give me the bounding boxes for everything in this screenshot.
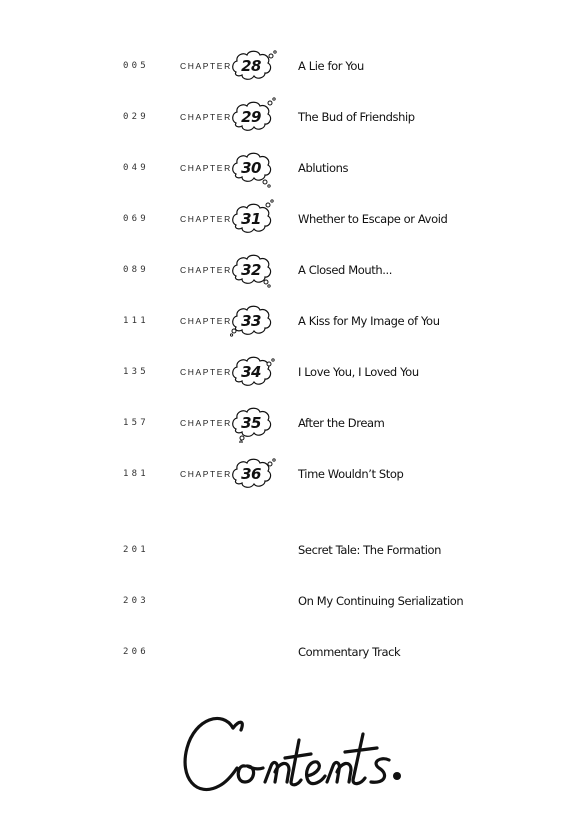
page-number: 029 [123,112,149,122]
toc-row [0,97,563,137]
page-number: 005 [123,61,149,71]
chapter-label: CHAPTER [180,163,232,173]
chapter-title: Ablutions [298,161,349,175]
thought-bubble-icon [230,454,278,494]
chapter-title: A Closed Mouth... [298,263,393,277]
chapter-number: 31 [241,210,261,228]
chapter-label: CHAPTER [180,112,232,122]
page-number: 111 [123,316,149,326]
chapter-number: 35 [241,414,261,432]
toc-row [0,632,563,672]
page-number: 201 [123,545,149,555]
chapter-number: 30 [241,159,261,177]
page-number: 206 [123,647,149,657]
chapter-number: 29 [241,108,261,126]
toc-row [0,46,563,86]
thought-bubble-icon [230,301,278,341]
page-number: 049 [123,163,149,173]
chapter-label: CHAPTER [180,469,232,479]
toc-row [0,530,563,570]
toc-row [0,352,563,392]
chapter-title: I Love You, I Loved You [298,365,419,379]
chapter-title: A Kiss for My Image of You [298,314,440,328]
page-number: 135 [123,367,149,377]
chapter-title: After the Dream [298,416,385,430]
toc-row [0,148,563,188]
thought-bubble-icon [230,352,278,392]
toc-row [0,403,563,443]
extra-title: On My Continuing Serialization [298,594,464,608]
chapter-label: CHAPTER [180,418,232,428]
chapter-title: Time Wouldn’t Stop [298,467,404,481]
chapter-title: The Bud of Friendship [298,110,415,124]
thought-bubble-icon [230,250,278,290]
extra-title: Secret Tale: The Formation [298,543,442,557]
page-number: 157 [123,418,149,428]
toc-row [0,250,563,290]
chapter-label: CHAPTER [180,265,232,275]
chapter-number: 33 [241,312,261,330]
page-number: 203 [123,596,149,606]
toc-row [0,199,563,239]
thought-bubble-icon [230,148,278,188]
chapter-label: CHAPTER [180,316,232,326]
page-number: 069 [123,214,149,224]
page-number: 089 [123,265,149,275]
thought-bubble-icon [230,403,278,443]
chapter-number: 36 [241,465,261,483]
thought-bubble-icon [230,46,278,86]
contents-heading-lettering [175,690,475,810]
thought-bubble-icon [230,97,278,137]
thought-bubble-icon [230,199,278,239]
chapter-number: 32 [241,261,261,279]
toc-row [0,454,563,494]
toc-row [0,301,563,341]
chapter-title: Whether to Escape or Avoid [298,212,448,226]
chapter-label: CHAPTER [180,214,232,224]
chapter-number: 34 [241,363,261,381]
chapter-title: A Lie for You [298,59,364,73]
extra-title: Commentary Track [298,645,401,659]
chapter-label: CHAPTER [180,367,232,377]
page-number: 181 [123,469,149,479]
chapter-label: CHAPTER [180,61,232,71]
chapter-number: 28 [241,57,261,75]
toc-row [0,581,563,621]
